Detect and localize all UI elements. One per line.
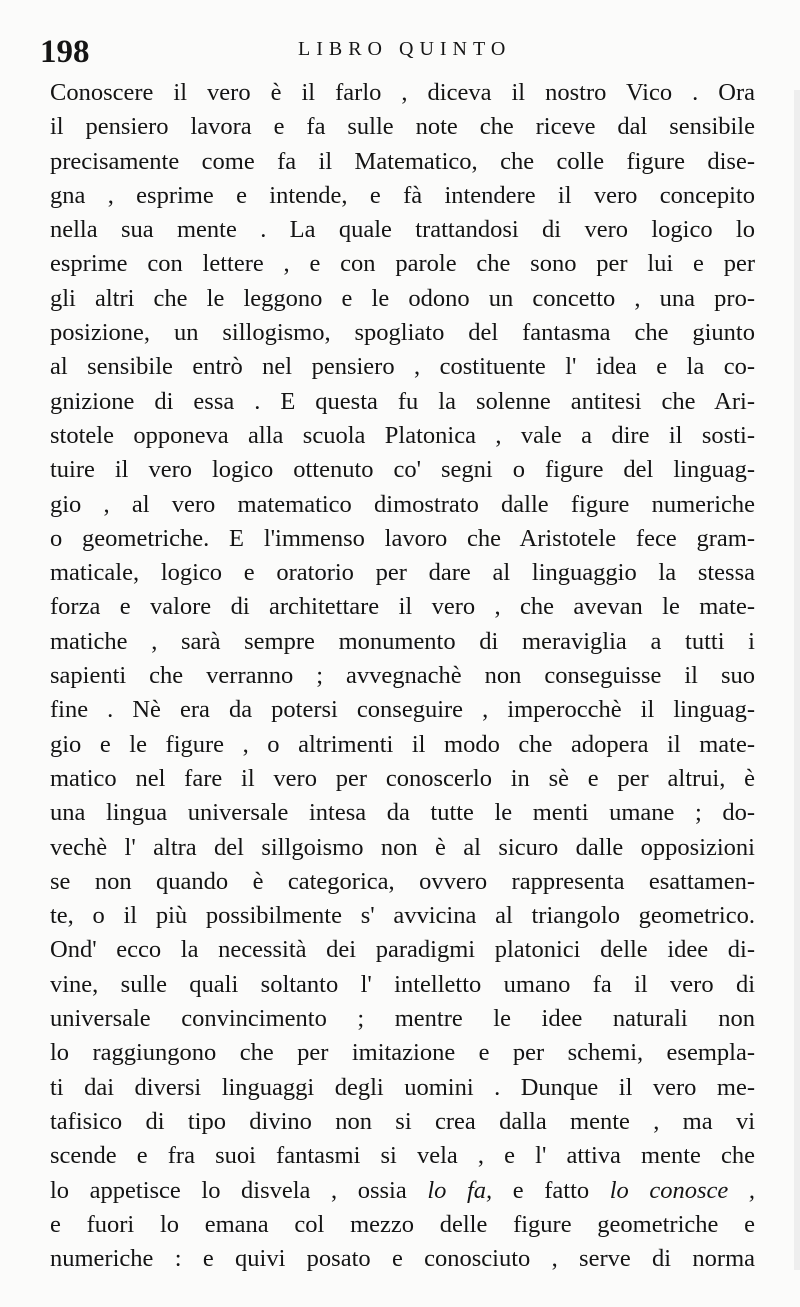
text-line: una lingua universale intesa da tutte le menti umane ; do- [50,799,755,827]
text-segment: lo appetisce lo disvela , ossia [50,1176,428,1204]
text-line: se non quando è categorica, ovvero rappresenta esattamen- [50,867,755,895]
body-text [50,76,755,1276]
italic-segment: lo conosce , [609,1176,755,1204]
text-line: ti dai diversi linguaggi degli uomini . Dunque il vero me- [50,1073,755,1101]
text-line: maticale, logico e oratorio per dare al linguaggio la stessa [50,559,755,587]
text-line: il pensiero lavora e fa sulle note che riceve dal sensibile [50,113,755,141]
text-line: nella sua mente . La quale trattandosi di vero logico lo [50,216,755,244]
text-line: lo raggiungono che per imitazione e per schemi, esempla- [50,1039,755,1067]
text-line: gli altri che le leggono e le odono un concetto , una pro- [50,284,755,312]
text-line: scende e fra suoi fantasmi si vela , e l' attiva mente che [50,1142,755,1170]
text-line: tafisico di tipo divino non si crea dalla mente , ma vi [50,1107,755,1135]
text-line: matico nel fare il vero per conoscerlo in sè e per altrui, è [50,764,755,792]
text-line: Ond' ecco la necessità dei paradigmi platonici delle idee di- [50,936,755,964]
page-header [40,28,740,78]
text-line: vechè l' altra del sillgoismo non è al sicuro dalle opposizioni [50,833,755,861]
text-line: stotele opponeva alla scuola Platonica , vale a dire il sosti- [50,421,755,449]
text-line: gnizione di essa . E questa fu la solenne antitesi che Ari- [50,387,755,415]
text-line: te, o il più possibilmente s' avvicina al triangolo geometrico. [50,902,755,930]
page-number: 198 [40,34,90,70]
page-edge-shadow [794,90,800,1270]
running-title: LIBRO QUINTO [298,38,512,60]
text-line: matiche , sarà sempre monumento di meraviglia a tutti i [50,627,755,655]
text-line: precisamente come fa il Matematico, che colle figure dise- [50,147,755,175]
text-line: Conoscere il vero è il farlo , diceva il nostro Vico . Ora [50,79,755,106]
text-line: fine . Nè era da potersi conseguire , imperocchè il linguag- [50,696,755,724]
text-segment: e fatto [492,1176,610,1204]
text-line: gio e le figure , o altrimenti il modo che adopera il mate- [50,730,755,758]
text-line: posizione, un sillogismo, spogliato del fantasma che giunto [50,319,755,347]
text-line: gio , al vero matematico dimostrato dalle figure numeriche [50,490,755,518]
italic-segment: lo fa, [427,1176,493,1204]
text-line: sapienti che verranno ; avvegnachè non conseguisse il suo [50,662,755,690]
text-line: gna , esprime e intende, e fà intendere il vero concepito [50,181,755,209]
text-line-mixed [50,1174,755,1208]
text-line: al sensibile entrò nel pensiero , costituente l' idea e la co- [50,353,755,381]
text-line: universale convincimento ; mentre le idee naturali non [50,1005,755,1033]
text-line: esprime con lettere , e con parole che sono per lui e per [50,250,755,278]
text-line: tuire il vero logico ottenuto co' segni o figure del linguag- [50,456,755,484]
text-line: numeriche : e quivi posato e conosciuto , serve di norma [50,1245,755,1273]
text-line: o geometriche. E l'immenso lavoro che Aristotele fece gram- [50,524,755,552]
text-line: forza e valore di architettare il vero , che avevan le mate- [50,593,755,621]
text-line: vine, sulle quali soltanto l' intelletto umano fa il vero di [50,970,755,998]
text-line: e fuori lo emana col mezzo delle figure geometriche e [50,1210,755,1238]
